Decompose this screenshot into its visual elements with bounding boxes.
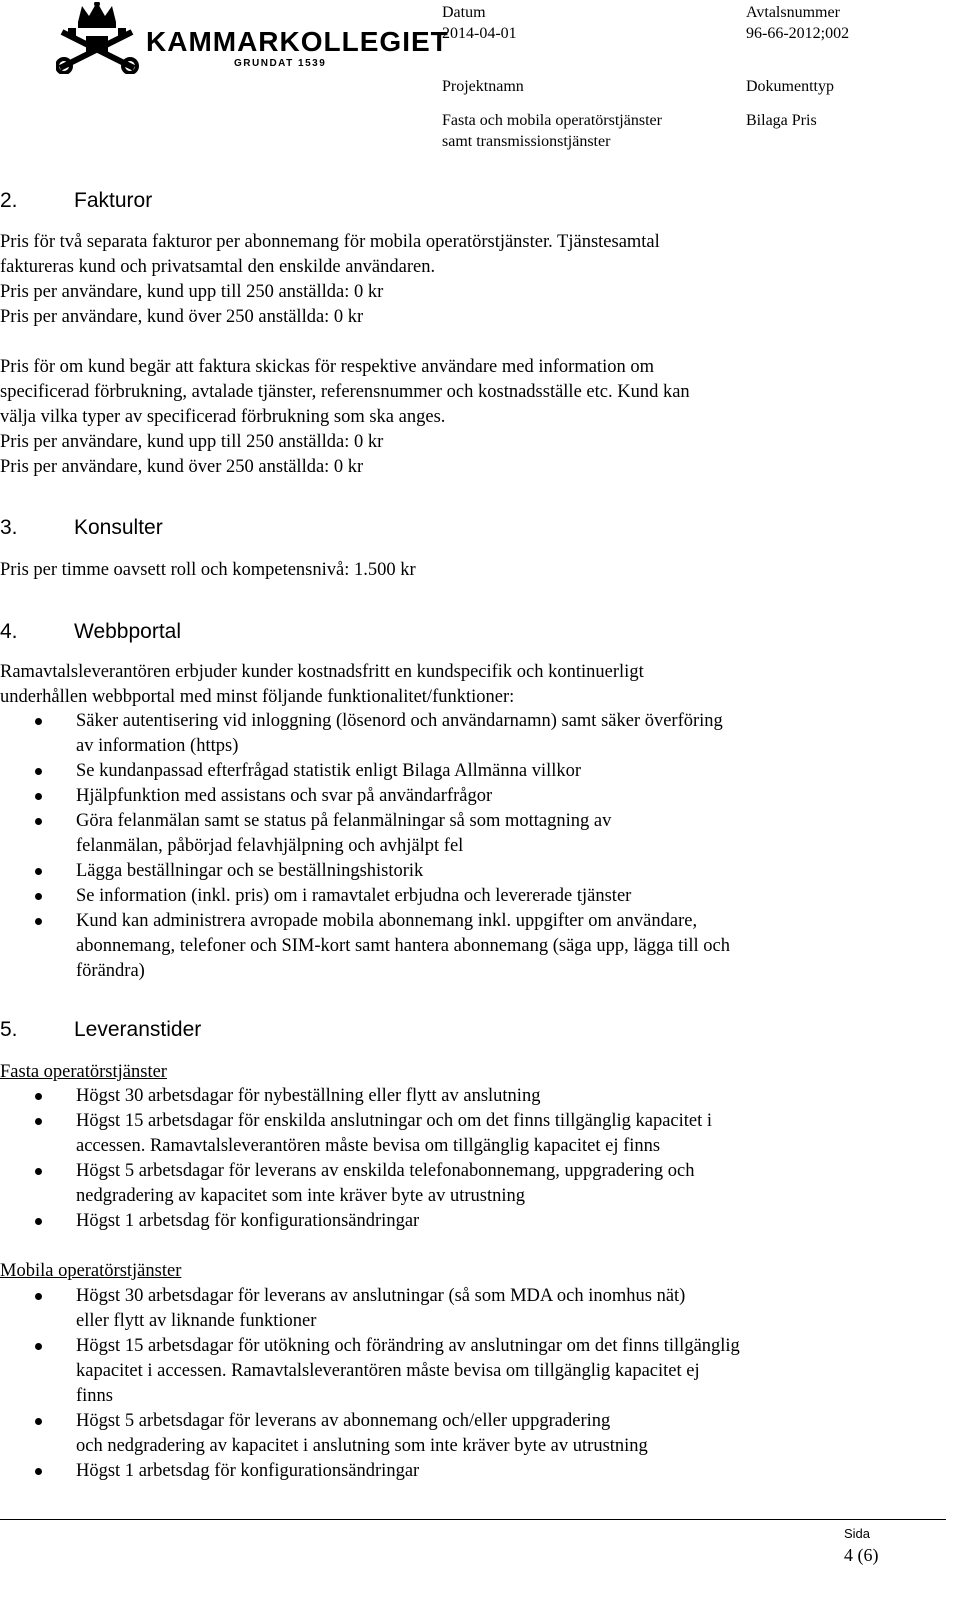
dokumenttyp-label: Dokumenttyp bbox=[746, 78, 834, 95]
list-item bbox=[0, 909, 940, 984]
bullet-icon bbox=[35, 868, 42, 875]
kammarkollegiet-logo bbox=[56, 2, 449, 74]
paragraph-line: välja vilka typer av specificerad förbrukning som ska anges. bbox=[0, 407, 446, 427]
list-item bbox=[0, 1084, 940, 1109]
list-item-line: och nedgradering av kapacitet i anslutning som inte kräver byte av utrustning bbox=[76, 1436, 648, 1456]
list-item-line: kapacitet i accessen. Ramavtalsleverantören måste bevisa om tillgänglig kapacitet ej bbox=[76, 1361, 700, 1381]
list-item-line: Högst 15 arbetsdagar för utökning och förändring av anslutningar om det finns tillgänglig bbox=[76, 1336, 740, 1356]
list-item-line: abonnemang, telefoner och SIM-kort samt hantera abonnemang (säga upp, lägga till och bbox=[76, 936, 730, 956]
avtalsnummer-label: Avtalsnummer bbox=[746, 4, 840, 21]
list-item-line: Se kundanpassad efterfrågad statistik enligt Bilaga Allmänna villkor bbox=[76, 761, 582, 781]
list-item-line: Högst 1 arbetsdag för konfigurationsändringar bbox=[76, 1461, 420, 1481]
avtalsnummer-value: 96-66-2012;002 bbox=[746, 25, 850, 42]
list-item-line: Högst 30 arbetsdagar för nybeställning eller flytt av anslutning bbox=[76, 1086, 541, 1106]
list-item bbox=[0, 884, 940, 909]
list-item-line: finns bbox=[76, 1386, 113, 1406]
list-item-line: Hjälpfunktion med assistans och svar på användarfrågor bbox=[76, 786, 493, 806]
projektnamn-label: Projektnamn bbox=[442, 78, 524, 95]
list-item bbox=[0, 1209, 940, 1234]
logo-name: KAMMARKOLLEGIET bbox=[146, 26, 449, 57]
bullet-icon bbox=[35, 1093, 42, 1100]
list-item-line: Se information (inkl. pris) om i ramavtalet erbjudna och levererade tjänster bbox=[76, 886, 632, 906]
paragraph-line: Pris för två separata fakturor per abonnemang för mobila operatörstjänster. Tjänstesamtal bbox=[0, 232, 660, 252]
section-5-title: Leveranstider bbox=[74, 1018, 202, 1041]
fasta-heading: Fasta operatörstjänster bbox=[0, 1062, 167, 1082]
webbportal-list bbox=[0, 709, 940, 984]
section-5-heading bbox=[0, 1018, 201, 1042]
paragraph-line: Pris för om kund begär att faktura skickas för respektive användare med information om bbox=[0, 357, 654, 377]
list-item bbox=[0, 1409, 940, 1459]
list-item-line: Högst 30 arbetsdagar för leverans av anslutningar (så som MDA och inomhus nät) bbox=[76, 1286, 686, 1306]
list-item-line: Högst 5 arbetsdagar för leverans av enskilda telefonabonnemang, uppgradering och bbox=[76, 1161, 695, 1181]
paragraph-line: faktureras kund och privatsamtal den enskilde användaren. bbox=[0, 257, 436, 277]
section-2-heading bbox=[0, 189, 152, 213]
dokumenttyp-value: Bilaga Pris bbox=[746, 112, 817, 129]
paragraph-line: Pris per användare, kund upp till 250 anställda: 0 kr bbox=[0, 432, 384, 452]
bullet-icon bbox=[35, 1218, 42, 1225]
fasta-list bbox=[0, 1084, 940, 1234]
datum-label: Datum bbox=[442, 4, 486, 21]
bullet-icon bbox=[35, 1293, 42, 1300]
list-item-line: Lägga beställningar och se beställningshistorik bbox=[76, 861, 424, 881]
bullet-icon bbox=[35, 1468, 42, 1475]
section-5-number: 5. bbox=[0, 1018, 18, 1041]
footer-divider bbox=[0, 1519, 946, 1520]
list-item-line: Säker autentisering vid inloggning (lösenord och användarnamn) samt säker överföring bbox=[76, 711, 723, 731]
projektnamn-line-1: Fasta och mobila operatörstjänster bbox=[442, 112, 662, 129]
section-4-heading bbox=[0, 620, 181, 644]
bullet-icon bbox=[35, 893, 42, 900]
list-item bbox=[0, 759, 940, 784]
section-3-heading bbox=[0, 516, 163, 540]
projektnamn-line-2: samt transmissionstjänster bbox=[442, 133, 611, 150]
list-item bbox=[0, 809, 940, 859]
mobila-list bbox=[0, 1284, 940, 1484]
list-item-line: förändra) bbox=[76, 961, 145, 981]
paragraph-line: Pris per användare, kund över 250 anställda: 0 kr bbox=[0, 307, 364, 327]
bullet-icon bbox=[35, 1418, 42, 1425]
bullet-icon bbox=[35, 793, 42, 800]
paragraph-line: specificerad förbrukning, avtalade tjänster, referensnummer och kostnadsställe etc. Kund kan bbox=[0, 382, 690, 402]
section-4-number: 4. bbox=[0, 620, 18, 643]
list-item bbox=[0, 784, 940, 809]
list-item-line: Kund kan administrera avropade mobila abonnemang inkl. uppgifter om användare, bbox=[76, 911, 698, 931]
footer-page-label: Sida bbox=[844, 1526, 871, 1541]
list-item-line: Högst 15 arbetsdagar för enskilda anslutningar och om det finns tillgänglig kapacitet i bbox=[76, 1111, 713, 1131]
paragraph-line: Pris per användare, kund över 250 anställda: 0 kr bbox=[0, 457, 364, 477]
list-item-line: nedgradering av kapacitet som inte kräver byte av utrustning bbox=[76, 1186, 525, 1206]
section-2-title: Fakturor bbox=[74, 189, 153, 212]
logo-tagline: GRUNDAT 1539 bbox=[234, 58, 327, 69]
paragraph-line: Ramavtalsleverantören erbjuder kunder kostnadsfritt en kundspecifik och kontinuerligt bbox=[0, 662, 644, 682]
bullet-icon bbox=[35, 918, 42, 925]
list-item-line: Högst 1 arbetsdag för konfigurationsändringar bbox=[76, 1211, 420, 1231]
bullet-icon bbox=[35, 1343, 42, 1350]
list-item bbox=[0, 1109, 940, 1159]
list-item-line: accessen. Ramavtalsleverantören måste bevisa om tillgänglig kapacitet ej finns bbox=[76, 1136, 661, 1156]
list-item bbox=[0, 709, 940, 759]
list-item bbox=[0, 1159, 940, 1209]
paragraph-line: Pris per användare, kund upp till 250 anställda: 0 kr bbox=[0, 282, 384, 302]
list-item-line: eller flytt av liknande funktioner bbox=[76, 1311, 317, 1331]
paragraph-line: underhållen webbportal med minst följande funktionalitet/funktioner: bbox=[0, 687, 515, 707]
bullet-icon bbox=[35, 1168, 42, 1175]
bullet-icon bbox=[35, 718, 42, 725]
list-item bbox=[0, 1459, 940, 1484]
section-3-title: Konsulter bbox=[74, 516, 163, 539]
list-item-line: Göra felanmälan samt se status på felanmälningar så som mottagning av bbox=[76, 811, 612, 831]
footer-page-number: 4 (6) bbox=[844, 1545, 879, 1565]
datum-value: 2014-04-01 bbox=[442, 25, 517, 42]
list-item bbox=[0, 1334, 940, 1409]
list-item-line: Högst 5 arbetsdagar för leverans av abonnemang och/eller uppgradering bbox=[76, 1411, 611, 1431]
paragraph-line: Pris per timme oavsett roll och kompetensnivå: 1.500 kr bbox=[0, 560, 416, 580]
list-item bbox=[0, 1284, 940, 1334]
list-item-line: av information (https) bbox=[76, 736, 239, 756]
list-item bbox=[0, 859, 940, 884]
crown-keys-emblem-icon bbox=[56, 2, 146, 74]
bullet-icon bbox=[35, 768, 42, 775]
section-2-number: 2. bbox=[0, 189, 18, 212]
section-3-number: 3. bbox=[0, 516, 18, 539]
bullet-icon bbox=[35, 1118, 42, 1125]
bullet-icon bbox=[35, 818, 42, 825]
list-item-line: felanmälan, påbörjad felavhjälpning och avhjälpt fel bbox=[76, 836, 464, 856]
mobila-heading: Mobila operatörstjänster bbox=[0, 1261, 182, 1281]
section-4-title: Webbportal bbox=[74, 620, 182, 643]
